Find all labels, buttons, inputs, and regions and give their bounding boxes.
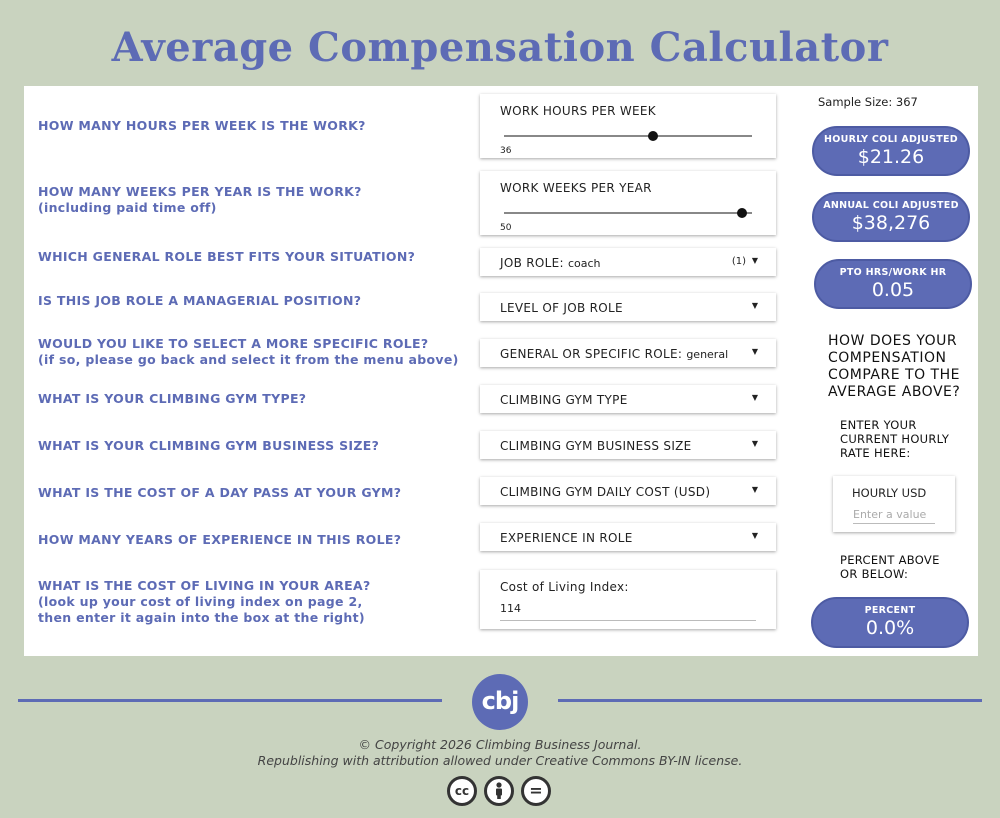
hours-slider-value: 36 [500, 146, 512, 156]
specific-role-value: general [686, 348, 729, 361]
hourly-usd-label: HOURLY USD [852, 486, 927, 500]
question-col-text: WHAT IS THE COST OF LIVING IN YOUR AREA? [38, 578, 371, 593]
question-hours: HOW MANY HOURS PER WEEK IS THE WORK? [38, 118, 366, 133]
annual-coli-value: $38,276 [851, 212, 931, 234]
question-gym-size: WHAT IS YOUR CLIMBING GYM BUSINESS SIZE? [38, 438, 380, 453]
question-gym-type: WHAT IS YOUR CLIMBING GYM TYPE? [38, 391, 307, 406]
question-col-sub1: (look up your cost of living index on page 2, [38, 594, 363, 609]
caret-down-icon: ▼ [751, 393, 758, 402]
caret-down-icon: ▼ [751, 485, 758, 494]
question-specific-text: WOULD YOU LIKE TO SELECT A MORE SPECIFIC ROLE? [38, 336, 429, 351]
gym-type-label: CLIMBING GYM TYPE [500, 393, 628, 407]
pto-value: 0.05 [871, 279, 915, 301]
hourly-coli-value: $21.26 [857, 146, 925, 168]
caret-down-icon: ▼ [751, 531, 758, 540]
question-weeks [38, 184, 362, 216]
hours-slider-label: WORK HOURS PER WEEK [500, 104, 656, 118]
hours-slider-handle[interactable] [648, 131, 658, 141]
attribution-icon [484, 776, 514, 806]
footer-rule-left [18, 699, 442, 702]
level-label: LEVEL OF JOB ROLE [500, 301, 623, 315]
question-experience: HOW MANY YEARS OF EXPERIENCE IN THIS ROLE? [38, 532, 402, 547]
specific-role-dropdown[interactable] [480, 339, 776, 367]
license-text: Republishing with attribution allowed under Creative Commons BY-IN license. [257, 753, 743, 768]
caret-down-icon: ▼ [751, 256, 758, 265]
question-role: WHICH GENERAL ROLE BEST FITS YOUR SITUATION? [38, 249, 416, 264]
question-col-sub2: then enter it again into the box at the right) [38, 610, 365, 625]
pto-label: PTO HRS/WORK HR [839, 267, 947, 278]
hourly-coli-badge [812, 126, 970, 176]
annual-coli-label: ANNUAL COLI ADJUSTED [823, 200, 959, 211]
hourly-usd-input[interactable] [853, 506, 935, 524]
weeks-slider-value: 50 [500, 223, 512, 233]
experience-dropdown[interactable] [480, 523, 776, 551]
gym-cost-label: CLIMBING GYM DAILY COST (USD) [500, 485, 711, 499]
job-role-dropdown[interactable] [480, 248, 776, 276]
hours-slider-card [480, 94, 776, 158]
question-specific-sub: (if so, please go back and select it from the menu above) [38, 352, 459, 367]
question-day-pass: WHAT IS THE COST OF A DAY PASS AT YOUR GYM? [38, 485, 402, 500]
annual-coli-badge [812, 192, 970, 242]
question-weeks-sub: (including paid time off) [38, 200, 217, 215]
job-role-count: (1) [731, 256, 746, 267]
cost-of-living-input[interactable]: 114 [500, 602, 521, 615]
question-specific [38, 336, 459, 368]
enter-rate-label: ENTER YOUR CURRENT HOURLY RATE HERE: [840, 418, 950, 460]
copyright-text: © Copyright 2026 Climbing Business Journal. [358, 737, 642, 752]
weeks-slider-handle[interactable] [737, 208, 747, 218]
no-derivatives-icon: = [521, 776, 551, 806]
footer-rule-right [558, 699, 982, 702]
experience-label: EXPERIENCE IN ROLE [500, 531, 633, 545]
caret-down-icon: ▼ [751, 301, 758, 310]
cost-of-living-underline [500, 620, 756, 621]
gym-type-dropdown[interactable] [480, 385, 776, 413]
caret-down-icon: ▼ [751, 439, 758, 448]
pto-badge [814, 259, 972, 309]
page-title: Average Compensation Calculator [111, 24, 889, 71]
gym-size-label: CLIMBING GYM BUSINESS SIZE [500, 439, 692, 453]
weeks-slider-track[interactable] [504, 212, 752, 214]
job-role-value: coach [567, 257, 601, 270]
hourly-usd-card [833, 476, 955, 532]
question-cost-of-living [38, 578, 371, 626]
sample-size: Sample Size: 367 [818, 95, 918, 109]
caret-down-icon: ▼ [751, 347, 758, 356]
percent-badge [811, 597, 969, 648]
specific-role-label: GENERAL OR SPECIFIC ROLE: [500, 347, 683, 361]
level-dropdown[interactable] [480, 293, 776, 321]
gym-size-dropdown[interactable] [480, 431, 776, 459]
question-managerial: IS THIS JOB ROLE A MANAGERIAL POSITION? [38, 293, 362, 308]
percent-value: 0.0% [865, 617, 915, 639]
percent-above-label: PERCENT ABOVE OR BELOW: [840, 553, 940, 581]
cbj-logo-icon: cbj [472, 674, 528, 730]
cost-of-living-card [480, 570, 776, 629]
calculator-panel [24, 86, 978, 656]
gym-cost-dropdown[interactable] [480, 477, 776, 505]
hourly-coli-label: HOURLY COLI ADJUSTED [824, 134, 958, 145]
percent-label: PERCENT [864, 605, 916, 616]
creative-commons-icon: cc [447, 776, 477, 806]
compare-heading: HOW DOES YOUR COMPENSATION COMPARE TO THE AVERAGE ABOVE? [828, 333, 961, 400]
weeks-slider-label: WORK WEEKS PER YEAR [500, 181, 652, 195]
question-weeks-text: HOW MANY WEEKS PER YEAR IS THE WORK? [38, 184, 362, 199]
weeks-slider-card [480, 171, 776, 235]
hours-slider-track[interactable] [504, 135, 752, 137]
job-role-label: JOB ROLE: [500, 256, 564, 270]
cost-of-living-label: Cost of Living Index: [500, 580, 629, 594]
